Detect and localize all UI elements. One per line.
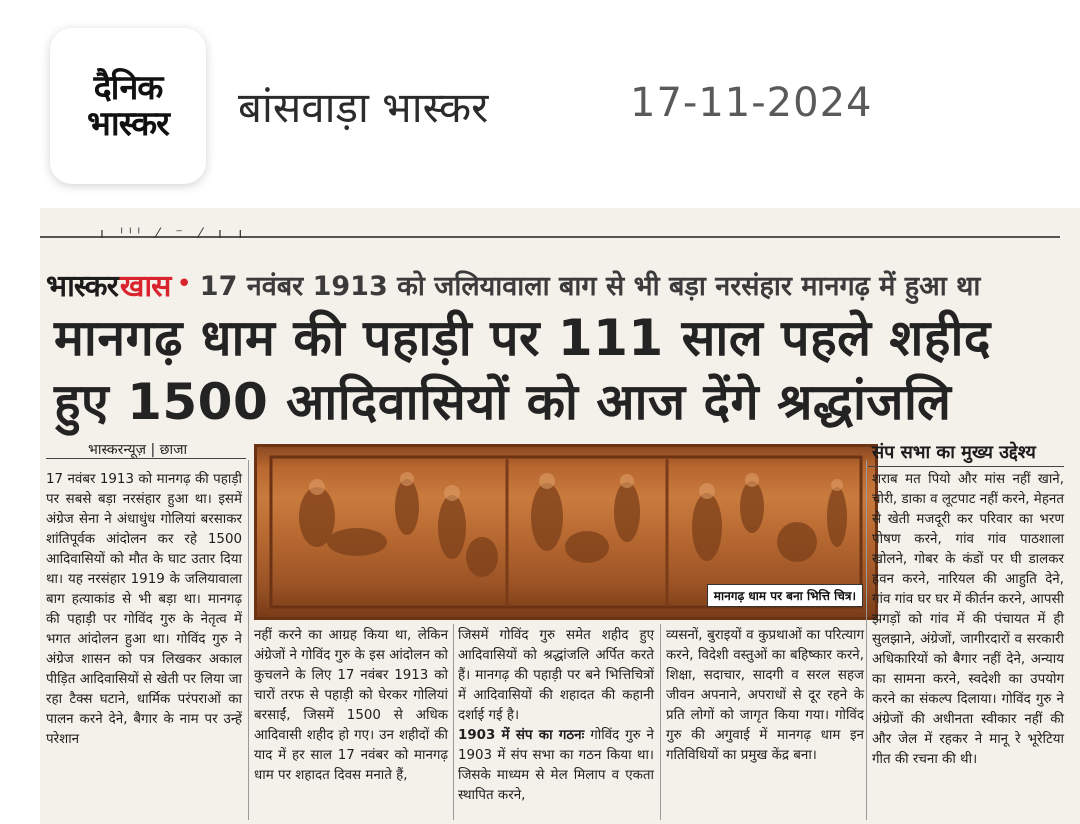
mural-caption: मानगढ़ धाम पर बना भित्ति चित्र। — [707, 584, 863, 607]
logo-line2: भास्कर — [87, 104, 169, 144]
subhead-samp-sabha: 1903 में संप का गठनः — [458, 728, 585, 743]
article-column-2: नहीं करने का आग्रह किया था, लेकिन अंग्रेजों ने गोविंद गुरु के इस आंदोलन को कुचलने के लिए 17 नवंबर 1913 को चारों तरफ से पहाड़ी को घेरकर गोलियां बरसाईं, जिसमें 1500 से अधिक आदिवासी शहीद हो गए। उन शहीदों की याद में हर साल 17 नवंबर को मानगढ़ धाम पर शहादत दिवस मनाते हैं, — [254, 628, 448, 783]
column-divider — [453, 624, 454, 820]
kicker-brand: भास्कर — [46, 268, 118, 304]
byline-rule — [46, 458, 246, 459]
column-3-text-a: जिसमें गोविंद गुरु समेत शहीद हुए आदिवासियों को श्रद्धांजलि अर्पित करते हैं। मानगढ़ की पहाड़ी पर बने भित्तिचित्रों में आदिवासियों की शहादत की कहानी दर्शाई गई है। — [458, 628, 654, 723]
edition-name: बांसवाड़ा भास्कर — [238, 83, 489, 132]
dainik-bhaskar-logo[interactable] — [50, 28, 206, 184]
mural-photo — [254, 444, 878, 620]
column-3-text-b: गोविंद गुरु ने 1903 में संप सभा का गठन किया था। जिसके माध्यम से मेल मिलाप व एकता स्थापित करने, — [458, 728, 654, 803]
kicker-brand-khas: खास — [119, 268, 171, 304]
headline-line1: मानगढ़ धाम की पहाड़ी पर 111 साल पहले शहीद — [54, 309, 991, 367]
logo-line1: दैनिक — [93, 68, 163, 108]
byline: भास्करन्यूज़ | छाजा — [88, 442, 188, 458]
sidebar-heading: संप सभा का मुख्य उद्देश्य — [872, 442, 1036, 463]
kicker-text: 17 नवंबर 1913 को जलियावाला बाग से भी बड़ा नरसंहार मानगढ़ में हुआ था — [199, 270, 981, 302]
page-edge-marks: ı ᴵᴵᴵ ⁄ ⁻ ⁄ ı ı — [100, 226, 249, 242]
column-divider — [248, 460, 249, 820]
article-column-3 — [458, 626, 654, 806]
article-headline — [54, 306, 1064, 434]
sidebar-text: शराब मत पियो और मांस नहीं खाने, चोरी, डाका व लूटपाट नहीं करने, मेहनत से खेती मजदूरी कर परिवार का भरण पोषण करने, गांव गांव पाठशाला खोलने, गोबर के कंडों पर घी डालकर हवन करने, नारियल की आहुति देने, गांव गांव घर घर में कीर्तन करने, आपसी झगड़ों को गांव में की पंचायत में ही सुलझाने, अंग्रेजों, जागीरदारों व सरकारी अधिकारियों को बैगार नहीं देने, अन्याय का सामना करने, स्वदेशी का उपयोग करने का संकल्प दिलाया। गोविंद गुरु ने अंग्रेजों की अधीनता स्वीकार नहीं की और जेल में रहकर ने मानू रे भूरेटिया गीत की रचना की थी। — [872, 472, 1064, 767]
article-column-4: व्यसनों, बुराइयों व कुप्रथाओं का परित्याग करने, विदेशी वस्तुओं का बहिष्कार करने, शिक्षा, सदाचार, सादगी व सरल सहज जीवन अपनाने, अपराधों से दूर रहने के प्रति लोगों को जागृत किया गया। गोविंद गुरु की अगुवाई में मानगढ़ धाम इन गतिविधियों का प्रमुख केंद्र बना। — [666, 628, 864, 763]
article-column-1: 17 नवंबर 1913 को मानगढ़ की पहाड़ी पर सबसे बड़ा नरसंहार हुआ था। इसमें अंग्रेज सेना ने अंधाधुंध गोलियां बरसाकर शांतिपूर्वक आंदोलन कर रहे 1500 आदिवासियों को मौत के घाट उतार दिया था। यह नरसंहार 1919 के जलियावाला बाग हत्याकांड से भी बड़ा था। मानगढ़ की पहाड़ी पर गोविंद गुरु के नेतृत्व में भगत आंदोलन हुआ था। गोविंद गुरु ने अंग्रेज शासन को पत्र लिखकर अकाल पीड़ित आदिवासियों से खेती पर लिया जा रहा टैक्स घटाने, धार्मिक परंपराओं का पालन करने देने, बैगार के नाम पर उन्हें परेशान — [46, 472, 242, 747]
app-header — [0, 0, 1080, 200]
kicker — [46, 260, 1066, 308]
kicker-dot-icon: • — [176, 269, 192, 299]
headline-line2: हुए 1500 आदिवासियों को आज देंगे श्रद्धांजलि — [54, 373, 952, 431]
edition-date: 17-11-2024 — [630, 80, 873, 126]
column-divider — [866, 460, 867, 820]
column-divider — [660, 624, 661, 820]
sidebar-rule — [868, 466, 1064, 467]
newspaper-clipping — [40, 208, 1080, 824]
